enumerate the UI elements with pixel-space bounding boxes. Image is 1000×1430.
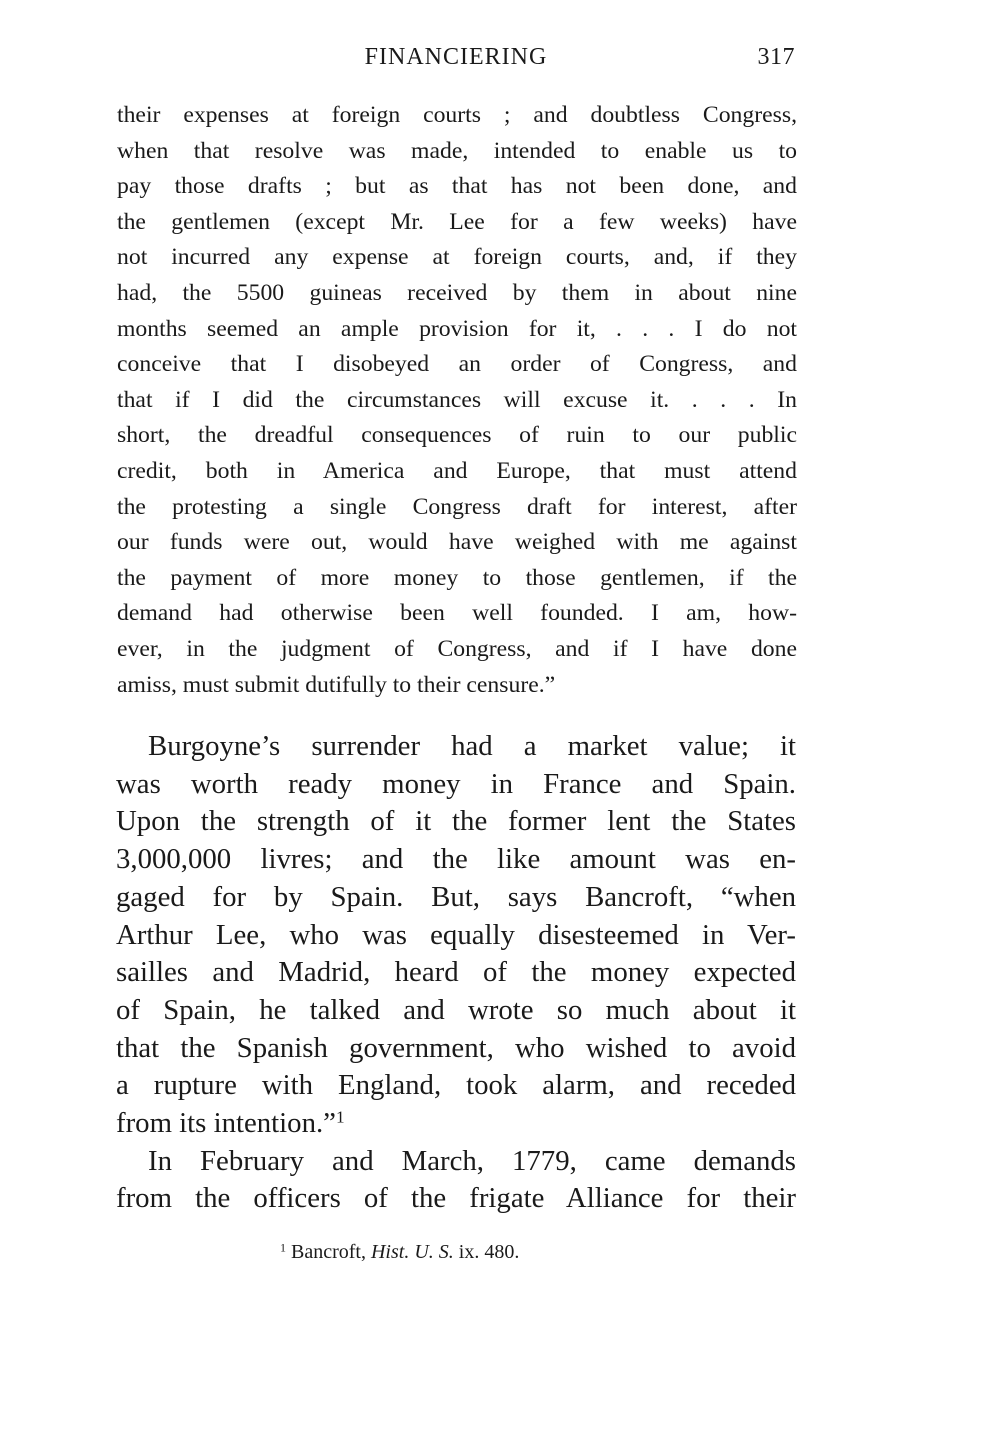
body-line-text: from its intention.” (116, 1107, 336, 1140)
footnote-title: Hist. U. S. (370, 1241, 454, 1263)
quote-line: conceive that I disobeyed an order of Congress, and (117, 351, 797, 378)
body-line: that the Spanish government, who wished to avoid (116, 1031, 796, 1064)
body-text (116, 728, 796, 1218)
footnote-author: Bancroft, (291, 1241, 366, 1263)
paragraph-burgoyne (116, 728, 796, 1143)
body-line-final (116, 1105, 796, 1143)
paragraph-february (116, 1143, 796, 1218)
body-line: Arthur Lee, who was equally disesteemed in Ver- (116, 918, 796, 951)
body-line: of Spain, he talked and wrote so much about it (116, 993, 796, 1026)
quote-line: ever, in the judgment of Congress, and if I have done (117, 635, 797, 662)
body-line: from the officers of the frigate Alliance for their (116, 1182, 796, 1215)
quote-line: the gentlemen (except Mr. Lee for a few weeks) have (117, 208, 797, 235)
quote-line: not incurred any expense at foreign courts, and, if they (117, 244, 797, 271)
body-line: a rupture with England, took alarm, and receded (116, 1069, 796, 1102)
quote-line: when that resolve was made, intended to enable us to (117, 137, 797, 164)
quote-line: months seemed an ample provision for it, . . . I do not (117, 315, 797, 342)
body-line: was worth ready money in France and Spain. (116, 767, 796, 800)
body-line: In February and March, 1779, came demands (148, 1144, 796, 1177)
quote-line: credit, both in America and Europe, that must attend (117, 457, 797, 484)
quote-line: the protesting a single Congress draft for interest, after (117, 493, 797, 520)
quote-line: amiss, must submit dutifully to their censure.” (117, 671, 556, 698)
body-line: Burgoyne’s surrender had a market value; it (148, 730, 796, 762)
quote-line: that if I did the circumstances will excuse it. . . . In (117, 386, 797, 413)
quote-line: our funds were out, would have weighed with me against (117, 529, 797, 556)
footnote-reference: 1 (335, 1107, 345, 1127)
page-number: 317 (757, 44, 795, 70)
running-title: FINANCIERING (364, 44, 548, 70)
quote-line: pay those drafts ; but as that has not been done, and (117, 173, 797, 200)
footnote (280, 1238, 700, 1266)
body-line: sailles and Madrid, heard of the money expected (116, 956, 796, 989)
quote-line: the payment of more money to those gentlemen, if the (117, 564, 797, 591)
body-line: Upon the strength of it the former lent the States (116, 805, 796, 838)
running-head (117, 44, 795, 78)
quote-line: short, the dreadful consequences of ruin to our public (117, 422, 797, 449)
body-line: 3,000,000 livres; and the like amount was en- (116, 843, 796, 876)
footnote-location: ix. 480. (458, 1241, 520, 1263)
footnote-marker: 1 (280, 1240, 286, 1255)
quote-line: their expenses at foreign courts ; and doubtless Congress, (117, 102, 797, 128)
body-line: gaged for by Spain. But, says Bancroft, “when (116, 880, 796, 913)
quoted-letter-block (117, 98, 797, 703)
quote-line: had, the 5500 guineas received by them in about nine (117, 279, 797, 306)
quote-line: demand had otherwise been well founded. I am, how- (117, 600, 797, 627)
